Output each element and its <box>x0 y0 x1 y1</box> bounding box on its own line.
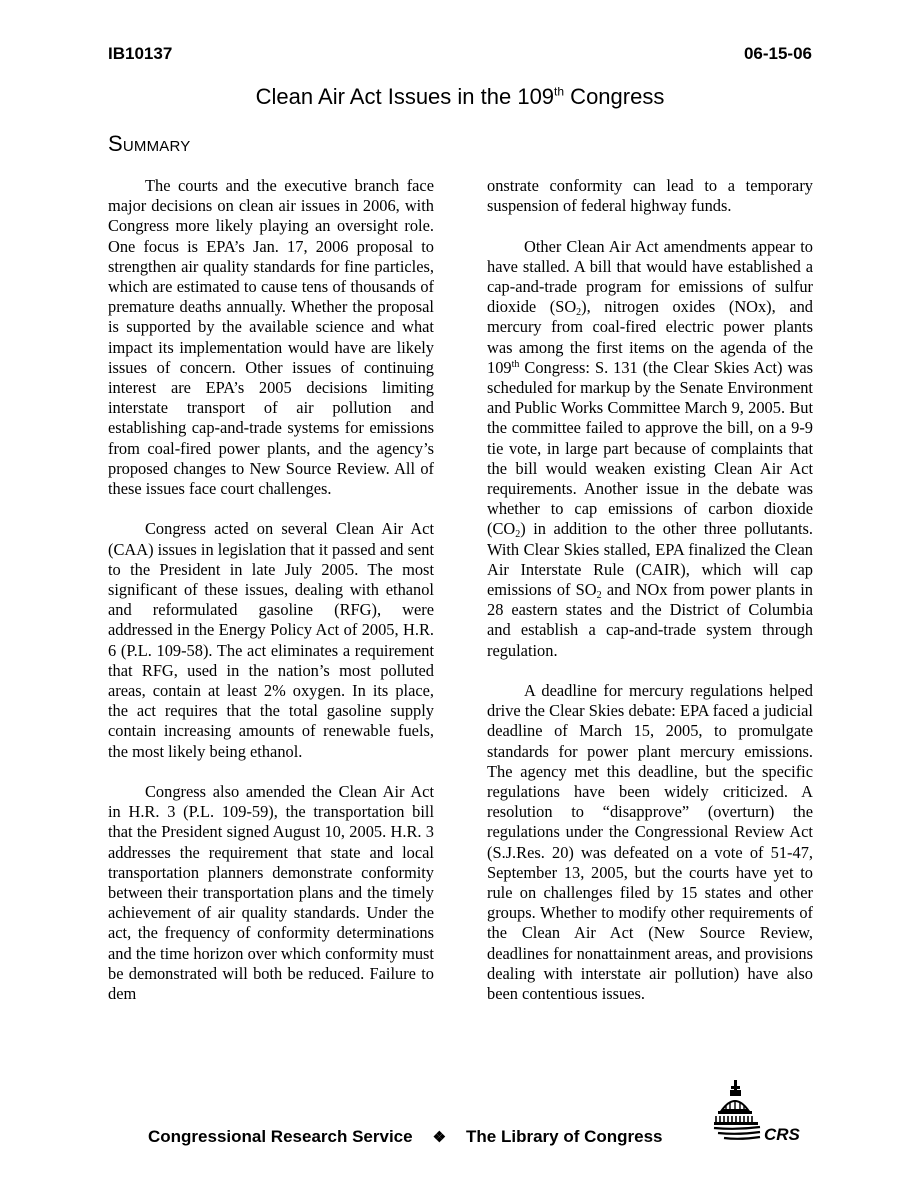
paragraph-4-part-a: Other Clean Air Act amendments appear to have stalled. A bill that would have established a cap-and-trade program for emissions of sulfur dioxide (SO <box>487 236 813 317</box>
paragraph-3-continued: onstrate conformity can lead to a temporary suspension of federal highway funds. <box>487 176 813 216</box>
so2-subscript-2: 2 <box>596 590 602 602</box>
paragraph-4-part-d: ) in addition to the other three pollutants. With Clear Skies stalled, EPA finalized the Clean Air Interstate Rule (CAIR), which will cap emissions of SO <box>487 519 813 600</box>
paragraph-4 <box>487 237 813 661</box>
right-column <box>487 176 813 1004</box>
title-end: Congress <box>564 84 665 109</box>
paragraph-4-part-c: Congress: S. 131 (the Clear Skies Act) was scheduled for markup by the Senate Environment and Public Works Committee March 9, 2005. But the committee failed to approve the bill, on a 9-9 tie vote, in large part because of complaints that the bill would weaken existing Clean Air Act requirements. Another issue in the debate was whether to cap emissions of carbon dioxide (CO <box>487 357 813 539</box>
footer-org: Congressional Research Service <box>148 1127 413 1146</box>
paragraph-4-part-e: and NOx from power plants in 28 eastern states and the District of Columbia and establish a cap-and-trade system through regulation. <box>487 580 813 660</box>
left-column <box>108 176 434 1004</box>
footer-library: The Library of Congress <box>466 1127 663 1146</box>
title-superscript: th <box>554 84 565 99</box>
capitol-dome-logo-icon <box>712 1078 812 1148</box>
report-date: 06-15-06 <box>743 44 812 63</box>
section-heading: Summary <box>108 131 191 156</box>
footer <box>148 1127 663 1147</box>
crs-logo-text: CRS <box>764 1125 800 1144</box>
paragraph-2: Congress acted on several Clean Air Act (CAA) issues in legislation that it passed and sent to the President in late July 2005. The most significant of these issues, dealing with ethanol and reformulated gasoline (RFG), were addressed in the Energy Policy Act of 2005, H.R. 6 (P.L. 109-58). The act eliminates a requirement that RFG, used in the nation’s most polluted areas, contain at least 2% oxygen. In its place, the act requires that the total gasoline supply contain increasing amounts of renewable fuels, the most likely being ethanol. <box>108 519 434 761</box>
paragraph-5: A deadline for mercury regulations helped drive the Clear Skies debate: EPA faced a judicial deadline of March 15, 2005, to promulgate standards for power plant mercury emissions. The agency met this deadline, but the specific regulations have been widely criticized. A resolution to “disapprove” (overturn) the regulations under the Congressional Review Act (S.J.Res. 20) was defeated on a vote of 51-47, September 13, 2005, but the courts have yet to rule on challenges filed by 15 states and other groups. Whether to modify other requirements of the Clean Air Act (New Source Review, deadlines for nonattainment areas, and provisions dealing with interstate air pollution) have also been contentious issues. <box>487 681 813 1004</box>
title-text: Clean Air Act Issues in the 109 <box>255 84 555 109</box>
report-id: IB10137 <box>108 44 173 63</box>
th-superscript: th <box>511 358 520 370</box>
so2-subscript: 2 <box>576 307 582 319</box>
paragraph-4-part-b: ), nitrogen oxides (NOx), and mercury from coal-fired electric power plants was among the first items on the agenda of the 109 <box>487 297 813 377</box>
paragraph-1: The courts and the executive branch face major decisions on clean air issues in 2006, with Congress more likely playing an oversight role. One focus is EPA’s Jan. 17, 2006 proposal to strengthen air quality standards for fine particles, which are estimated to cause tens of thousands of premature deaths annually. Whether the proposal is supported by the available science and what impact its implementation would have are likely issues of concern. Other issues of continuing interest are EPA’s 2005 decisions limiting interstate transport of air pollution and establishing cap-and-trade systems for emissions from coal-fired power plants, and the agency’s proposed changes to New Source Review. All of these issues face court challenges. <box>108 176 434 499</box>
paragraph-3: Congress also amended the Clean Air Act in H.R. 3 (P.L. 109-59), the transportation bill that the President signed August 10, 2005. H.R. 3 addresses the requirement that state and local transportation planners demonstrate conformity between their transportation plans and the timely achievement of air quality standards. Under the act, the frequency of conformity determinations and the time horizon over which conformity must be demonstrated will both be reduced. Failure to dem <box>108 782 434 1004</box>
footer-separator-icon: ❖ <box>432 1129 447 1146</box>
page-title <box>0 84 920 110</box>
co2-subscript: 2 <box>515 529 521 541</box>
